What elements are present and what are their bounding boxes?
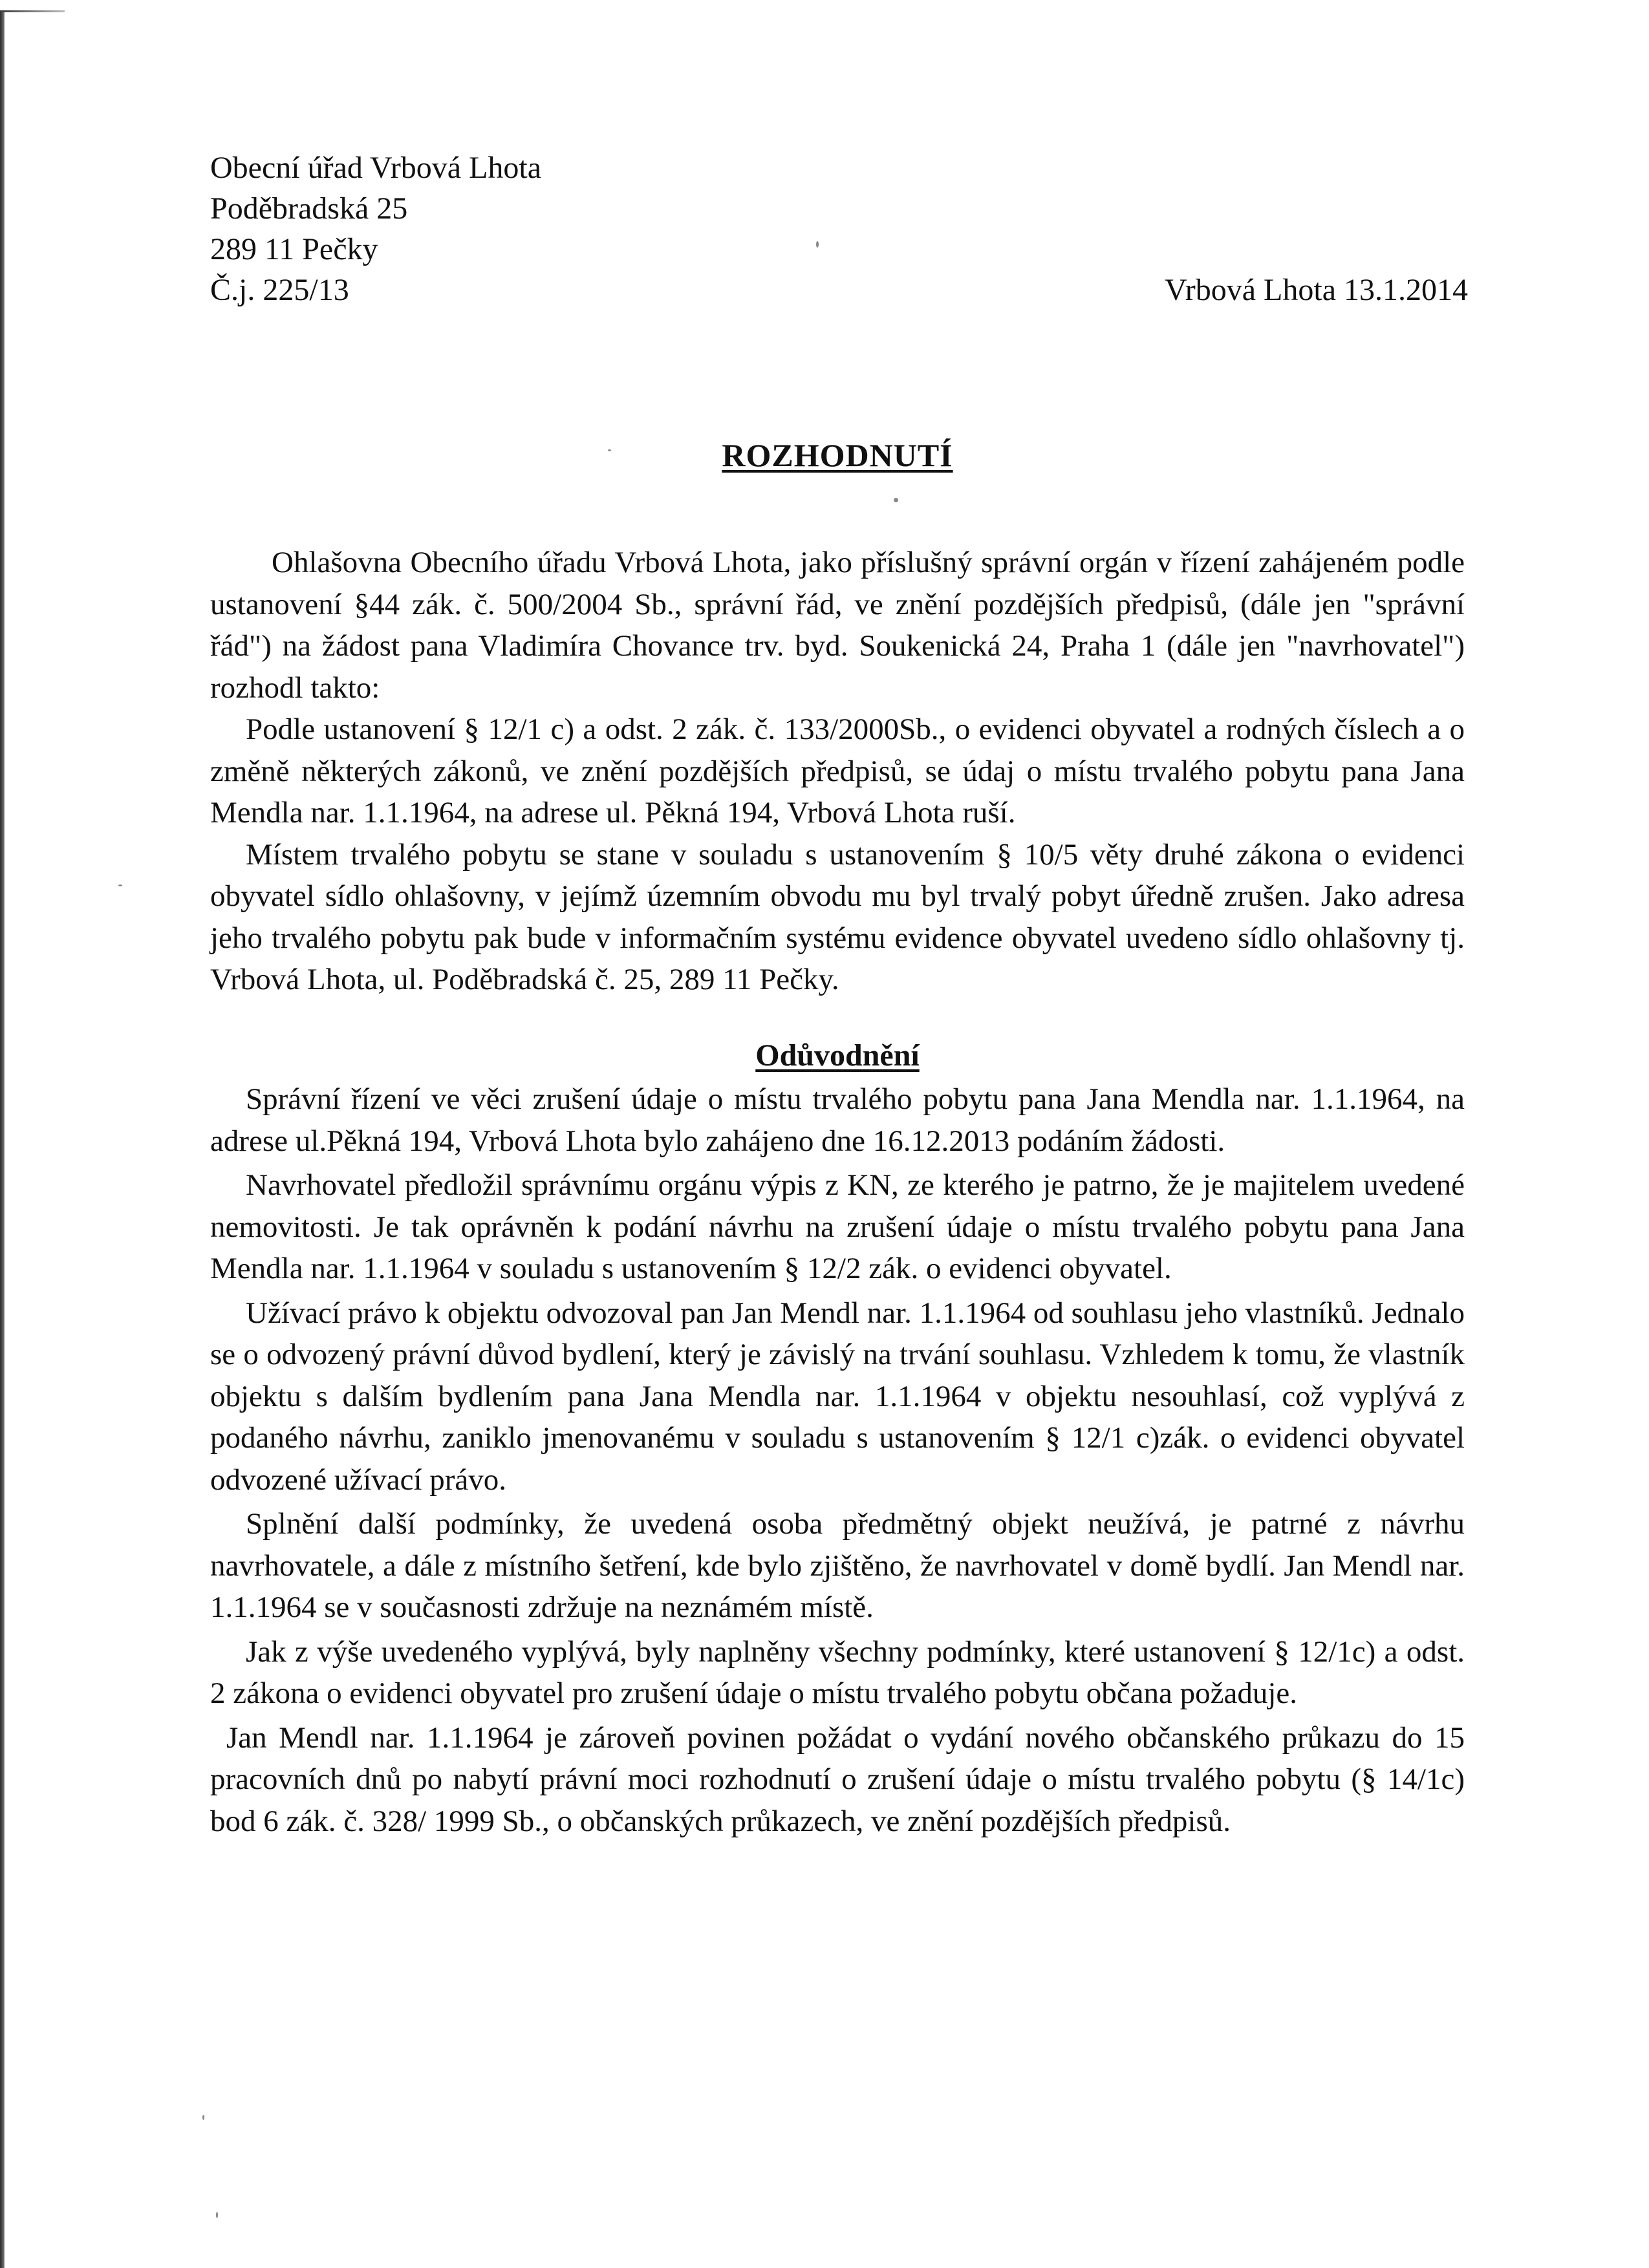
scan-speck — [608, 449, 611, 451]
decision-paragraph: Podle ustanovení § 12/1 c) a odst. 2 zák. č. 133/2000Sb., o evidenci obyvatel a rodných číslech a o změně některých zákonů, ve znění pozdějších předpisů, se údaj o místu trvalého pobytu pana Jana Mendla nar. 1.1.1964, na adrese ul. Pěkná 194, Vrbová Lhota ruší. — [210, 712, 1465, 829]
reasons-paragraph: Užívací právo k objektu odvozoval pan Jan Mendl nar. 1.1.1964 od souhlasu jeho vlastníků. Jednalo se o odvozený právní důvod bydlení, který je závislý na trvání souhlasu. Vzhledem k tomu, že vlastník objektu s dalším bydlením pana Jana Mendla nar. 1.1.1964 v objektu nesouhlasí, což vyplývá z podaného návrhu, zaniklo jmenovanému v souladu s ustanovením § 12/1 c)zák. o evidenci obyvatel odvozené užívací právo. — [210, 1296, 1465, 1497]
reasons-section — [210, 1078, 1465, 1842]
decision-paragraph: Místem trvalého pobytu se stane v souladu s ustanovením § 10/5 věty druhé zákona o evidenci obyvatel sídlo ohlašovny, v jejímž územním obvodu mu byl trvalý pobyt úředně zrušen. Jako adresa jeho trvalého pobytu pak bude v informačním systému evidence obyvatel uvedeno sídlo ohlašovny tj. Vrbová Lhota, ul. Poděbradská č. 25, 289 11 Pečky. — [210, 837, 1465, 996]
sender-city: 289 11 Pečky — [210, 232, 378, 266]
scan-speck — [816, 241, 819, 248]
scan-speck — [202, 2115, 204, 2120]
sender-address-block — [210, 147, 541, 310]
sender-office: Obecní úřad Vrbová Lhota — [210, 151, 542, 185]
reasons-paragraph: Navrhovatel předložil správnímu orgánu výpis z KN, ze kterého je patrno, že je majitelem uvedené nemovitosti. Je tak oprávněn k podání návrhu na zrušení údaje o místu trvalého pobytu pana Jana Mendla nar. 1.1.1964 v souladu s ustanovením § 12/2 zák. o evidenci obyvatel. — [210, 1168, 1465, 1285]
scan-edge-left — [0, 12, 5, 2268]
reference-number: Č.j. 225/13 — [210, 273, 349, 307]
document-title: ROZHODNUTÍ — [722, 437, 953, 473]
reasons-paragraph: Jak z výše uvedeného vyplývá, byly naplněny všechny podmínky, které ustanovení § 12/1c) a odst. 2 zákona o evidenci obyvatel pro zrušení údaje o místu trvalého pobytu občana požaduje. — [210, 1634, 1465, 1710]
sender-street: Poděbradská 25 — [210, 191, 408, 226]
scan-speck — [894, 498, 898, 502]
decision-paragraph: Ohlašovna Obecního úřadu Vrbová Lhota, jako příslušný správní orgán v řízení zahájeném podle ustanovení §44 zák. č. 500/2004 Sb., správní řád, ve znění pozdějších předpisů, (dále jen "správní řád") na žádost pana Vladimíra Chovance trv. byd. Soukenická 24, Praha 1 (dále jen "navrhovatel") rozhodl takto: — [210, 546, 1465, 705]
scan-speck — [118, 884, 122, 886]
scan-edge-top — [0, 10, 65, 12]
place-and-date: Vrbová Lhota 13.1.2014 — [1164, 273, 1468, 307]
reasons-paragraph: Správní řízení ve věci zrušení údaje o místu trvalého pobytu pana Jana Mendla nar. 1.1.1964, na adrese ul.Pěkná 194, Vrbová Lhota bylo zahájeno dne 16.12.2013 podáním žádosti. — [210, 1082, 1465, 1158]
scan-speck — [216, 2212, 218, 2218]
reasons-paragraph: Jan Mendl nar. 1.1.1964 je zároveň povinen požádat o vydání nového občanského průkazu do 15 pracovních dnů po nabytí právní moci rozhodnutí o zrušení údaje o místu trvalého pobytu (§ 14/1c) bod 6 zák. č. 328/ 1999 Sb., o občanských průkazech, ve znění pozdějších předpisů. — [210, 1720, 1465, 1838]
reasons-title: Odůvodnění — [755, 1038, 920, 1073]
reasons-paragraph: Splnění další podmínky, že uvedená osoba předmětný objekt neužívá, je patrné z návrhu navrhovatele, a dále z místního šetření, kde bylo zjištěno, že navrhovatel v domě bydlí. Jan Mendl nar. 1.1.1964 se v současnosti zdržuje na neznámém místě. — [210, 1507, 1465, 1624]
decision-section — [210, 542, 1465, 1001]
